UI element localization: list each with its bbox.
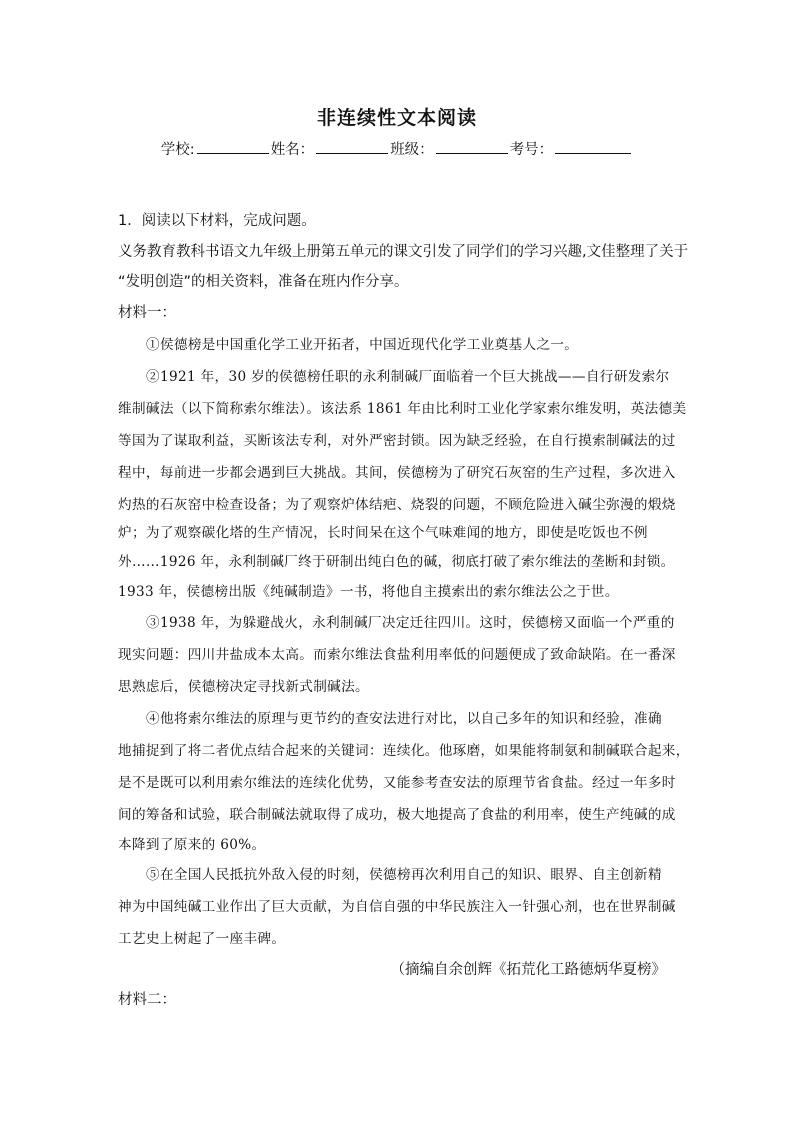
material-1-label: 材料一：	[118, 305, 176, 321]
name-label: 姓名：	[270, 142, 315, 158]
paragraph-4-line: 间的筹备和试验，联合制碱法就取得了成功，极大地提高了食盐的利用率，使生产纯碱的成	[118, 807, 676, 823]
material-2-label: 材料二：	[118, 992, 176, 1008]
paragraph-2-line: 外……1926 年，永利制碱厂终于研制出纯白色的碱，彻底打破了索尔维法的垄断和封锁。	[118, 554, 675, 570]
paragraph-2-line: 灼热的石灰窑中检查设备；为了观察炉体结疤、烧裂的问题，不顾危险进入碱尘弥漫的煅烧	[118, 497, 676, 513]
paragraph-5-line: ⑤在全国人民抵抗外敌入侵的时刻，侯德榜再次利用自己的知识、眼界、自主创新精	[146, 867, 662, 883]
intro-line-1: 义务教育教科书语文九年级上册第五单元的课文引发了同学们的学习兴趣,文佳整理了关于	[118, 244, 689, 260]
exam-no-blank[interactable]	[555, 139, 631, 154]
paragraph-2-line: 1933 年，侯德榜出版《纯碱制造》一书，将他自主摸索出的索尔维法公之于世。	[118, 584, 619, 600]
paragraph-4-line: 是不是既可以利用索尔维法的连续化优势，又能参考查安法的原理节省食盐。经过一年多时	[118, 775, 676, 791]
intro-line-2: “发明创造”的相关资料，准备在班内作分享。	[118, 274, 409, 290]
class-blank[interactable]	[436, 139, 508, 154]
source-citation: （摘编自余创辉《拓荒化工路德炳华夏榜》	[390, 962, 666, 978]
name-blank[interactable]	[316, 139, 388, 154]
paragraph-2-line: 等国为了谋取利益，买断该法专利，对外严密封锁。因为缺乏经验，在自行摸索制碱法的过	[118, 433, 676, 449]
paragraph-3-line: 思熟虑后，侯德榜决定寻找新式制碱法。	[118, 679, 369, 695]
question-stem: 1．阅读以下材料，完成问题。	[118, 213, 316, 229]
paragraph-2-line: 程中，每前进一步都会遇到巨大挑战。其间，侯德榜为了研究石灰窑的生产过程，多次进入	[118, 465, 676, 481]
exam-no-label: 考号：	[509, 142, 554, 158]
paragraph-4-line: 地捕捉到了将二者优点结合起来的关键词：连续化。他琢磨，如果能将制氨和制碱联合起来，	[118, 743, 690, 759]
student-info-row	[0, 138, 794, 159]
class-label: 班级：	[390, 142, 434, 158]
paragraph-2-line: 维制碱法（以下简称索尔维法）。该法系 1861 年由比利时工业化学家索尔维发明，英法德美	[118, 401, 687, 417]
paragraph-4-line: 本降到了原来的 60%。	[118, 837, 266, 853]
paragraph-2-line: ②1921 年，30 岁的侯德榜任职的永利制碱厂面临着一个巨大挑战——自行研发索尔	[146, 369, 670, 385]
school-blank[interactable]	[197, 139, 269, 154]
paragraph-3-line: 现实问题：四川井盐成本太高。而索尔维法食盐利用率低的问题便成了致命缺陷。在一番深	[118, 647, 676, 663]
paragraph-5-line: 神为中国纯碱工业作出了巨大贡献，为自信自强的中华民族注入一针强心剂，也在世界制碱	[118, 899, 676, 915]
school-label: 学校:	[160, 142, 195, 158]
paragraph-4-line: ④他将索尔维法的原理与更节约的查安法进行对比，以自己多年的知识和经验，准确	[146, 711, 662, 727]
paragraph-3-line: ③1938 年，为躲避战火，永利制碱厂决定迁往四川。这时，侯德榜又面临一个严重的	[146, 615, 675, 631]
paragraph-5-line: 工艺史上树起了一座丰碑。	[118, 931, 286, 947]
document-title: 非连续性文本阅读	[316, 107, 477, 129]
paragraph-2-line: 炉；为了观察碳化塔的生产情况，长时间呆在这个气味难闻的地方，即使是吃饭也不例	[118, 525, 648, 541]
paragraph-1: ①侯德榜是中国重化学工业开拓者，中国近现代化学工业奠基人之一。	[146, 337, 579, 353]
